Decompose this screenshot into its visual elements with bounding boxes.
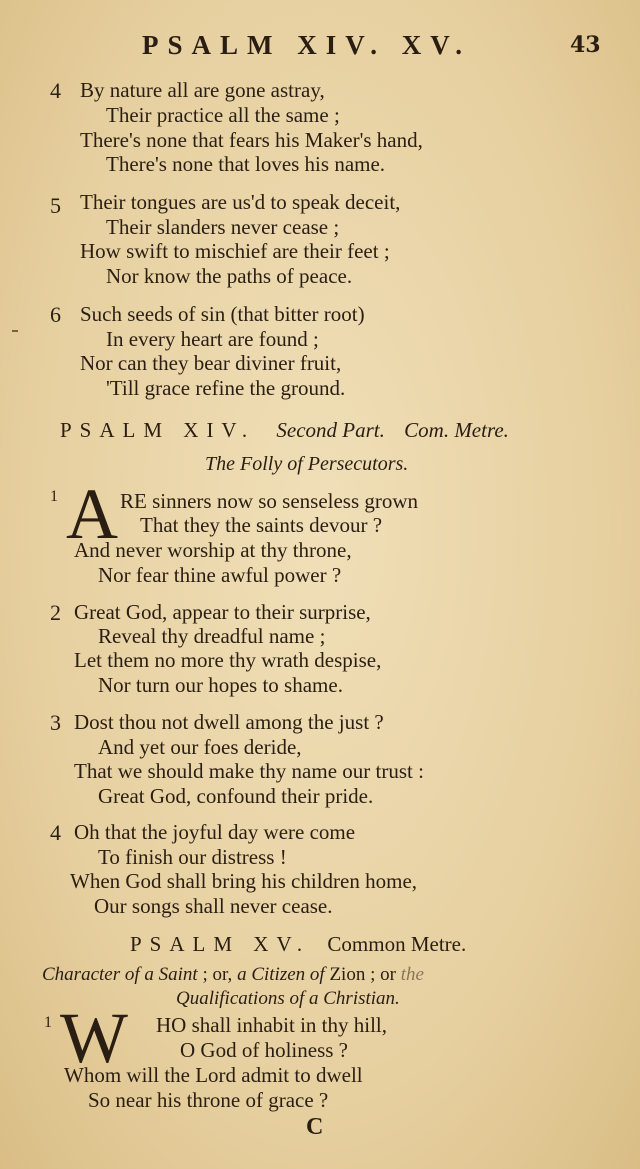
verse-line: Oh that the joyful day were come [74, 820, 356, 844]
running-title: PSALM XIV. XV. [142, 30, 472, 60]
verse-line: RE sinners now so senseless grown [120, 489, 419, 513]
subtitle-part: Character of a Saint [42, 964, 198, 985]
verse-line: Their slanders never cease ; [106, 215, 340, 239]
heading-psalm: PSALM XV. [130, 932, 311, 956]
section-subtitle: The Folly of Persecutors. [205, 453, 409, 475]
verse-line: O God of holiness ? [180, 1038, 348, 1062]
verse-line: Reveal thy dreadful name ; [98, 624, 326, 648]
drop-cap: W [60, 998, 128, 1078]
verse-line: Whom will the Lord admit to dwell [64, 1063, 363, 1087]
section-heading [130, 932, 466, 957]
stanza-number: 1 [44, 1014, 52, 1031]
verse-line: And yet our foes deride, [98, 735, 302, 759]
stanza-number: 4 [50, 820, 61, 845]
drop-cap: A [66, 474, 118, 554]
verse-line: There's none that fears his Maker's hand, [80, 128, 423, 152]
stanza-number: 5 [50, 193, 61, 218]
stanza-number: 6 [50, 302, 61, 327]
section-heading [60, 418, 509, 443]
verse-line: There's none that loves his name. [106, 152, 386, 176]
verse-line: Nor can they bear diviner fruit, [80, 351, 342, 375]
verse-line: Nor know the paths of peace. [106, 264, 353, 288]
heading-part: Second Part. [276, 418, 385, 442]
verse-line: So near his throne of grace ? [88, 1088, 329, 1112]
verse-line: Nor fear thine awful power ? [98, 563, 342, 587]
page-number: 43 [570, 32, 601, 58]
verse-line: How swift to mischief are their feet ; [80, 239, 390, 263]
verse-line: Nor turn our hopes to shame. [98, 673, 343, 697]
running-header [0, 30, 640, 66]
heading-metre: Common Metre. [327, 932, 467, 956]
verse-line: And never worship at thy throne, [74, 538, 352, 562]
subtitle-part: a Citizen of [237, 964, 325, 985]
verse-line: Great God, appear to their surprise, [74, 600, 371, 624]
stanza-number: 1 [50, 488, 58, 505]
verse-line: Such seeds of sin (that bitter root) [80, 302, 365, 326]
verse-line: To finish our distress ! [98, 845, 287, 869]
verse-line: Their tongues are us'd to speak deceit, [80, 190, 401, 214]
verse-line: Their practice all the same ; [106, 103, 340, 127]
verse-line: By nature all are gone astray, [80, 78, 325, 102]
verse-line: In every heart are found ; [106, 327, 319, 351]
verse-line: Dost thou not dwell among the just ? [74, 710, 384, 734]
verse-line: Great God, confound their pride. [98, 784, 374, 808]
stanza-number: 3 [50, 710, 61, 735]
heading-metre: Com. Metre. [404, 418, 509, 442]
stanza-number: 4 [50, 78, 61, 103]
heading-psalm: PSALM XIV. [60, 418, 256, 442]
subtitle-part: ; or, [202, 964, 233, 985]
stanza-number: 2 [50, 600, 61, 625]
verse-line: Let them no more thy wrath despise, [74, 648, 382, 672]
subtitle-part: the [400, 964, 424, 985]
subtitle-part: ; or [370, 964, 396, 985]
subtitle-part: Zion [329, 964, 366, 985]
verse-line: That they the saints devour ? [140, 513, 383, 537]
section-subtitle-2: Qualifications of a Christian. [176, 988, 400, 1009]
verse-line: That we should make thy name our trust : [74, 759, 424, 783]
verse-line: HO shall inhabit in thy hill, [156, 1013, 387, 1037]
section-subtitle [42, 964, 424, 986]
verse-line: When God shall bring his children home, [70, 869, 418, 893]
signature-mark: C [306, 1114, 324, 1140]
verse-line: Our songs shall never cease. [94, 894, 333, 918]
verse-line: 'Till grace refine the ground. [106, 376, 346, 400]
margin-mark [12, 330, 18, 332]
